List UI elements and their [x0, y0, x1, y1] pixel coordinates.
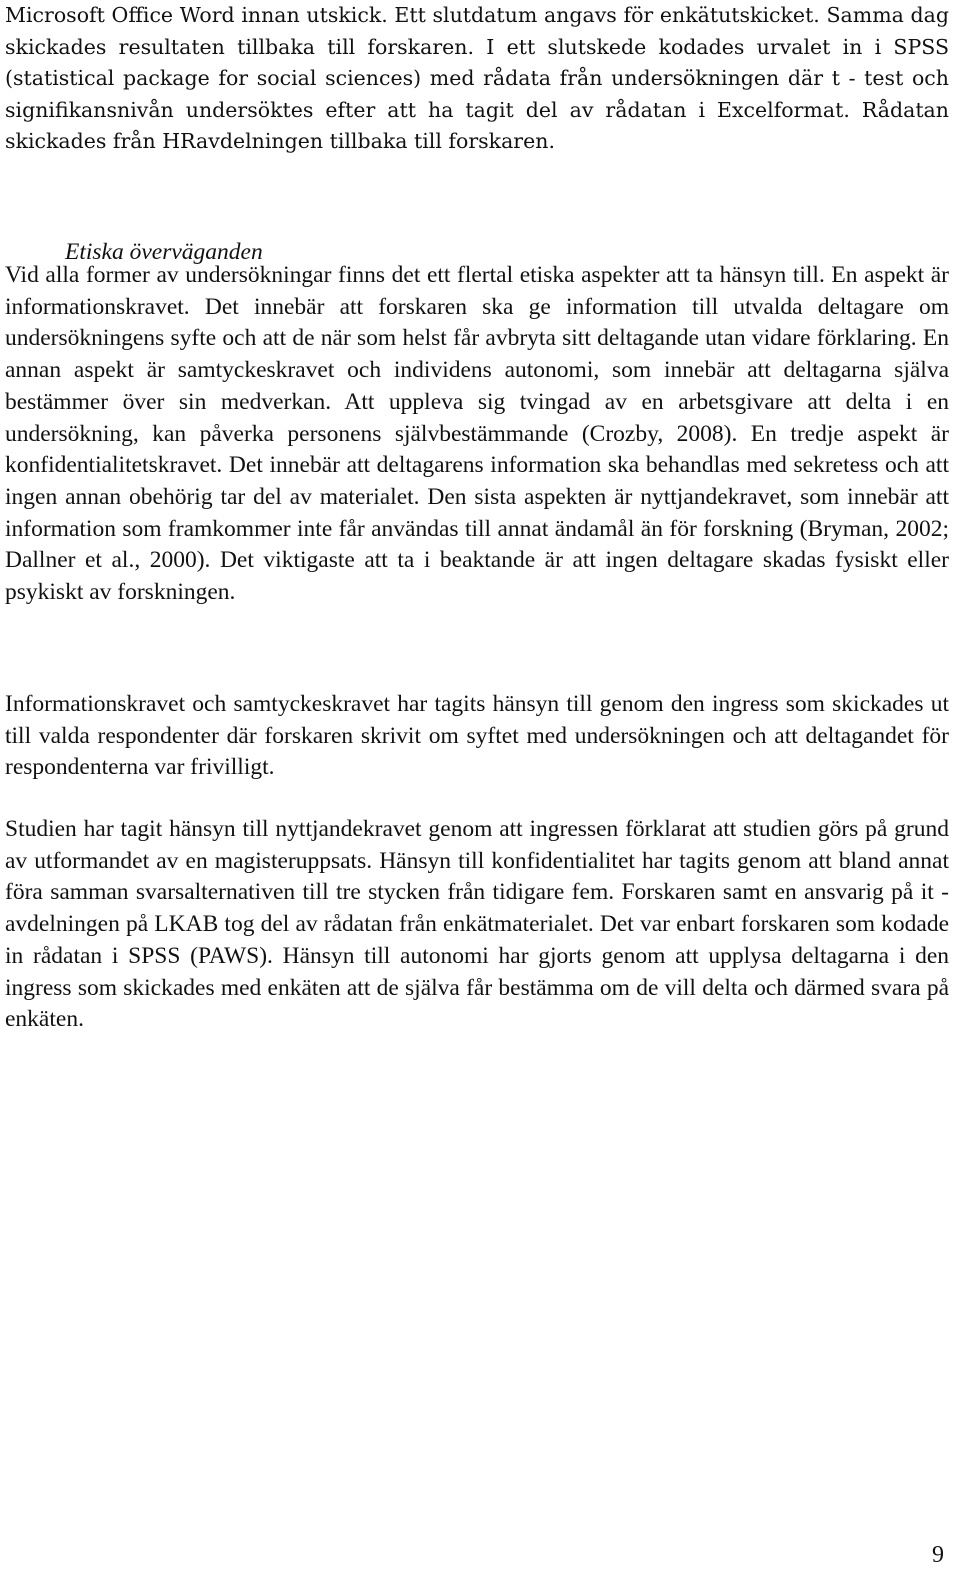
paragraph-information-consent: Informationskravet och samtyckeskravet har tagits hänsyn till genom den ingress som skickades ut till valda respondenter där forskaren skrivit om syftet med undersökningen och att deltagandet för respondenterna var frivilligt. [5, 691, 949, 781]
paragraph-ethics: Vid alla former av undersökningar finns det ett flertal etiska aspekter att ta hänsyn till. En aspekt är informationskravet. Det innebär att forskaren ska ge information till utvalda deltagare om undersökningens syfte och att de när som helst får avbryta sitt deltagande utan vidare förklaring. En annan aspekt är samtyckeskravet och individens autonomi, som innebär att deltagarna själva bestämmer över sin medverkan. Att uppleva sig tvingad av en arbetsgivare att delta i en undersökning, kan påverka personens självbestämmande (Crozby, 2008). En tredje aspekt är konfidentialitetskravet. Det innebär att deltagarens information ska behandlas med sekretess och att ingen annan obehörig tar del av materialet. Den sista aspekten är nyttjandekravet, som innebär att information som framkommer inte får användas till annat ändamål än för forskning (Bryman, 2002; Dallner et al., 2000). Det viktigaste att ta i beaktande är att ingen deltagare skadas fysiskt eller psykiskt av forskningen. [5, 262, 949, 606]
page-number: 9 [932, 1542, 944, 1568]
section-heading: Etiska överväganden [65, 239, 263, 265]
intro-paragraph: Microsoft Office Word innan utskick. Ett slutdatum angavs för enkätutskicket. Samma dag skickades resultaten tillbaka till forskaren. I ett slutskede kodades urvalet in i SPSS (statistical package for social sciences) med rådata från undersökningen där t - test och signifikansnivån undersöktes efter att ha tagit del av rådatan i Excelformat. Rådatan skickades från HRavdelningen tillbaka till forskaren. [5, 3, 949, 154]
paragraph-usage-confidentiality: Studien har tagit hänsyn till nyttjandekravet genom att ingressen förklarat att studien görs på grund av utformandet av en magisteruppsats. Hänsyn till konfidentialitet har tagits genom att bland annat föra samman svarsalternativen till tre stycken från tidigare fem. Forskaren samt en ansvarig på it - avdelningen på LKAB tog del av rådatan från enkätmaterialet. Det var enbart forskaren som kodade in rådatan i SPSS (PAWS). Hänsyn till autonomi har gjorts genom att upplysa deltagarna i den ingress som skickades med enkäten att de själva får bestämma om de vill delta och därmed svara på enkäten. [5, 816, 949, 1033]
